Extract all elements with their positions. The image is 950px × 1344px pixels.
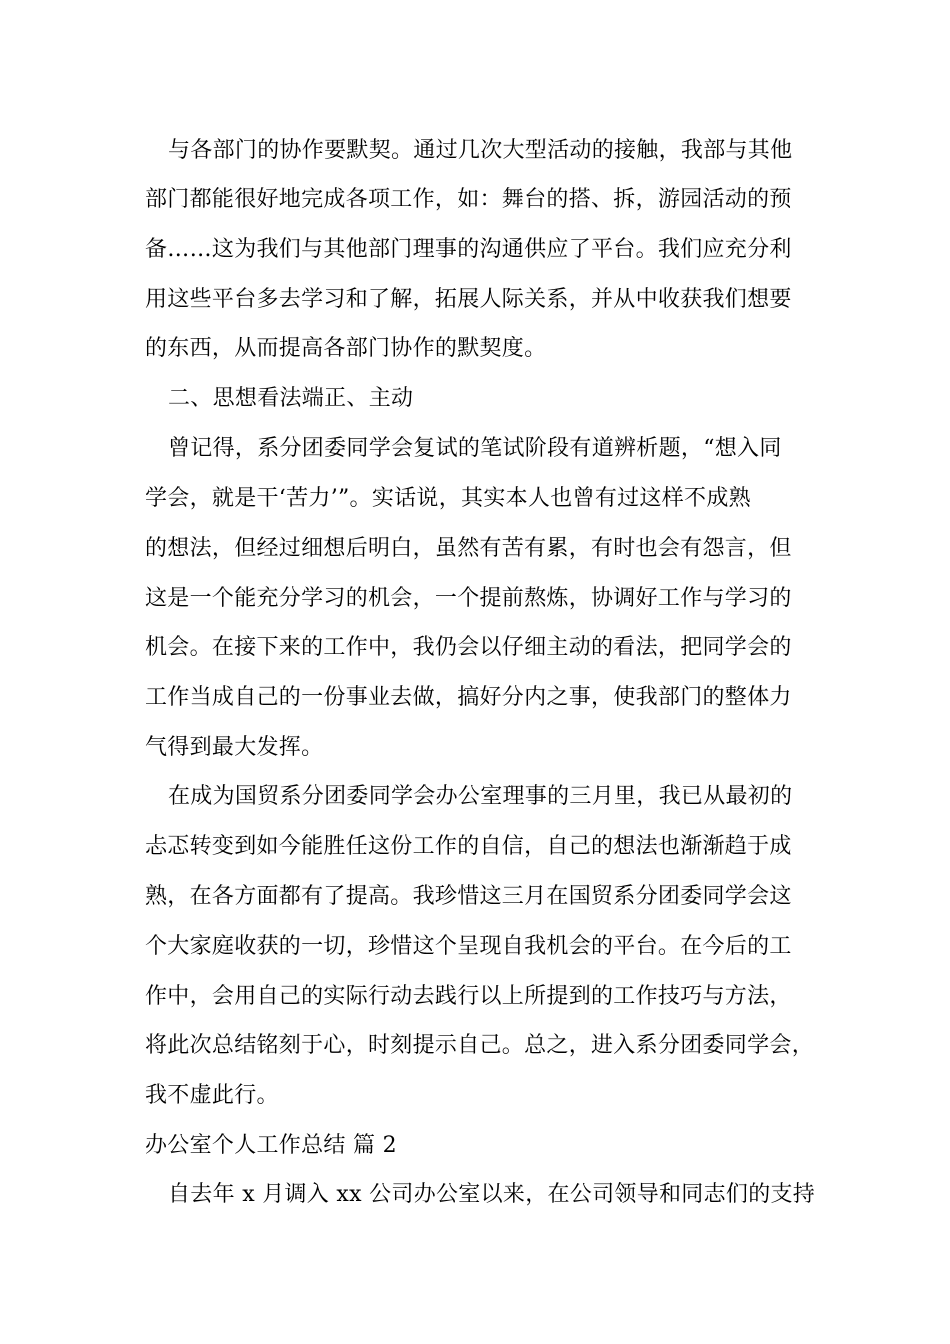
paragraph-line: 曾记得，系分团委同学会复试的笔试阶段有道辨析题，“想入同 <box>168 436 782 461</box>
paragraph-line: 熟，在各方面都有了提高。我珍惜这三月在国贸系分团委同学会这 <box>145 884 792 909</box>
paragraph-line: 将此次总结铭刻于心，时刻提示自己。总之，进入系分团委同学会， <box>145 1033 815 1058</box>
paragraph-line: 部门都能很好地完成各项工作，如：舞台的搭、拆，游园活动的预 <box>145 187 792 212</box>
paragraph-line: 忐忑转变到如今能胜任这份工作的自信，自己的想法也渐渐趋于成 <box>145 834 792 859</box>
section-heading: 二、思想看法端正、主动 <box>168 386 414 411</box>
paragraph-line: 这是一个能充分学习的机会，一个提前熬炼，协调好工作与学习的 <box>145 586 792 611</box>
paragraph-line: 的想法，但经过细想后明白，虽然有苦有累，有时也会有怨言，但 <box>145 536 792 561</box>
paragraph-line: 在成为国贸系分团委同学会办公室理事的三月里，我已从最初的 <box>168 784 793 809</box>
paragraph-line: 备……这为我们与其他部门理事的沟通供应了平台。我们应充分利 <box>145 237 792 262</box>
document-title: 办公室个人工作总结 篇 2 <box>145 1133 397 1158</box>
paragraph-line: 作中，会用自己的实际行动去践行以上所提到的工作技巧与方法， <box>145 984 792 1009</box>
paragraph-line: 个大家庭收获的一切，珍惜这个呈现自我机会的平台。在今后的工 <box>145 934 792 959</box>
paragraph-line: 我不虚此行。 <box>145 1083 279 1108</box>
paragraph-line: 用这些平台多去学习和了解，拓展人际关系，并从中收获我们想要 <box>145 287 792 312</box>
paragraph-line: 工作当成自己的一份事业去做，搞好分内之事，使我部门的整体力 <box>145 685 792 710</box>
paragraph-line: 机会。在接下来的工作中，我仍会以仔细主动的看法，把同学会的 <box>145 635 792 660</box>
paragraph-line: 的东西，从而提高各部门协作的默契度。 <box>145 336 547 361</box>
paragraph-line: 自去年 x 月调入 xx 公司办公室以来，在公司领导和同志们的支持 <box>168 1182 816 1207</box>
paragraph-line: 与各部门的协作要默契。通过几次大型活动的接触，我部与其他 <box>168 138 793 163</box>
paragraph-line: 学会，就是干‘苦力’”。实话说，其实本人也曾有过这样不成熟 <box>145 486 751 511</box>
paragraph-line: 气得到最大发挥。 <box>145 735 324 760</box>
